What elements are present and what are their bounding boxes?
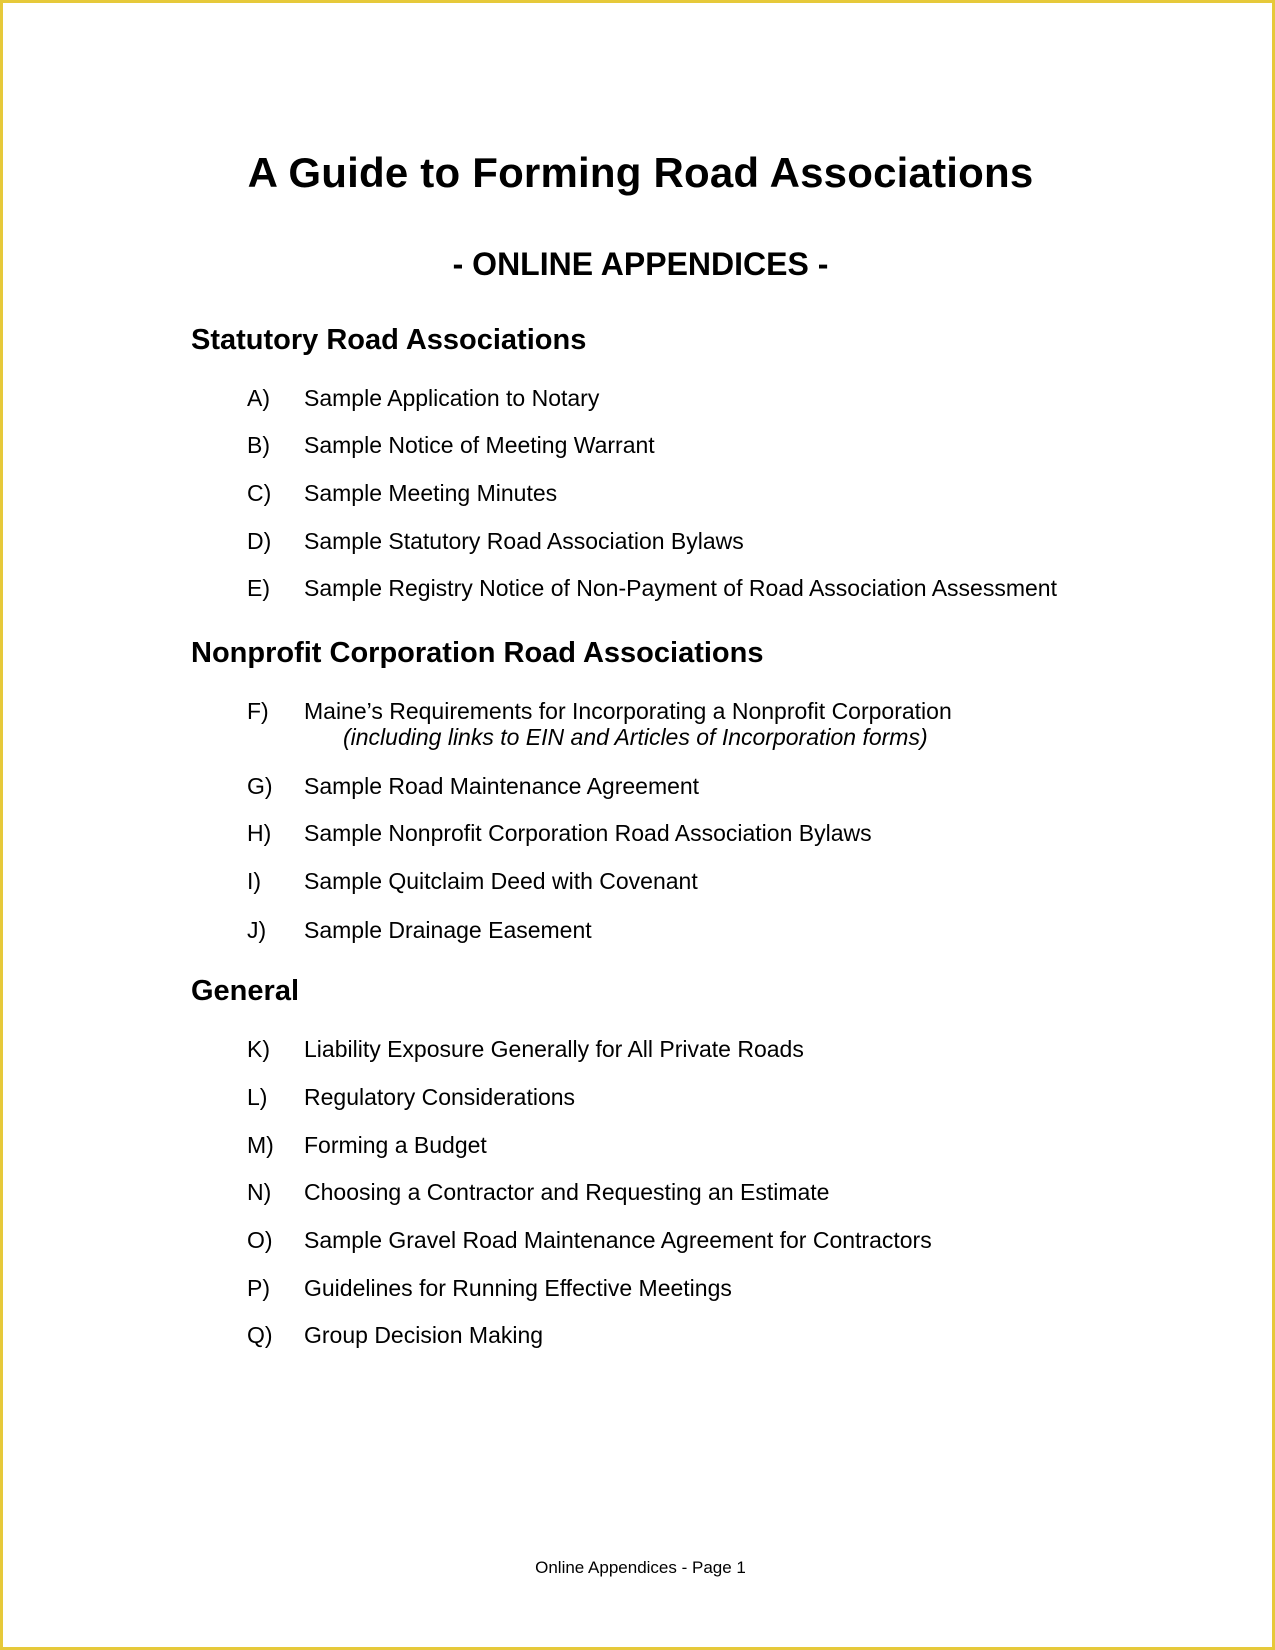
item-label: Group Decision Making	[304, 1322, 544, 1348]
item-label: Sample Quitclaim Deed with Covenant	[304, 868, 698, 894]
item-letter: D)	[247, 528, 272, 554]
item-letter: Q)	[247, 1322, 273, 1348]
item-label: Choosing a Contractor and Requesting an Estimate	[304, 1179, 830, 1205]
item-label: Sample Nonprofit Corporation Road Association Bylaws	[304, 820, 872, 846]
item-label: Regulatory Considerations	[304, 1084, 576, 1110]
item-label: Liability Exposure Generally for All Private Roads	[304, 1036, 804, 1062]
document-subtitle: - ONLINE APPENDICES -	[452, 246, 829, 282]
item-label: Sample Drainage Easement	[304, 917, 592, 943]
item-letter: L)	[247, 1084, 268, 1110]
item-label: Sample Road Maintenance Agreement	[304, 773, 700, 799]
item-letter: P)	[247, 1275, 270, 1301]
page-footer: Online Appendices - Page 1	[535, 1558, 746, 1577]
item-label: Sample Registry Notice of Non-Payment of Road Association Assessment	[304, 575, 1057, 601]
item-label: Sample Application to Notary	[304, 385, 600, 411]
item-label: Sample Meeting Minutes	[304, 480, 558, 506]
item-letter: O)	[247, 1227, 273, 1253]
section-heading-statutory: Statutory Road Associations	[191, 324, 587, 356]
item-letter: E)	[247, 575, 270, 601]
item-letter: M)	[247, 1132, 274, 1158]
item-letter: A)	[247, 385, 270, 411]
item-label: Maine’s Requirements for Incorporating a Nonprofit Corporation	[304, 698, 952, 724]
item-label: Sample Statutory Road Association Bylaws	[304, 528, 744, 554]
item-letter: F)	[247, 698, 269, 724]
item-letter: I)	[247, 868, 262, 894]
item-note: (including links to EIN and Articles of Incorporation forms)	[343, 724, 928, 750]
item-letter: K)	[247, 1036, 270, 1062]
item-letter: N)	[247, 1179, 272, 1205]
item-label: Sample Gravel Road Maintenance Agreement for Contractors	[304, 1227, 932, 1253]
item-letter: J)	[247, 917, 267, 943]
document-title: A Guide to Forming Road Associations	[247, 149, 1034, 196]
section-heading-nonprofit: Nonprofit Corporation Road Associations	[191, 637, 764, 669]
item-label: Guidelines for Running Effective Meetings	[304, 1275, 732, 1301]
item-letter: H)	[247, 820, 272, 846]
item-letter: B)	[247, 432, 270, 458]
item-label: Forming a Budget	[304, 1132, 487, 1158]
item-label: Sample Notice of Meeting Warrant	[304, 432, 655, 458]
section-heading-general: General	[191, 975, 299, 1007]
item-letter: G)	[247, 773, 273, 799]
item-letter: C)	[247, 480, 272, 506]
